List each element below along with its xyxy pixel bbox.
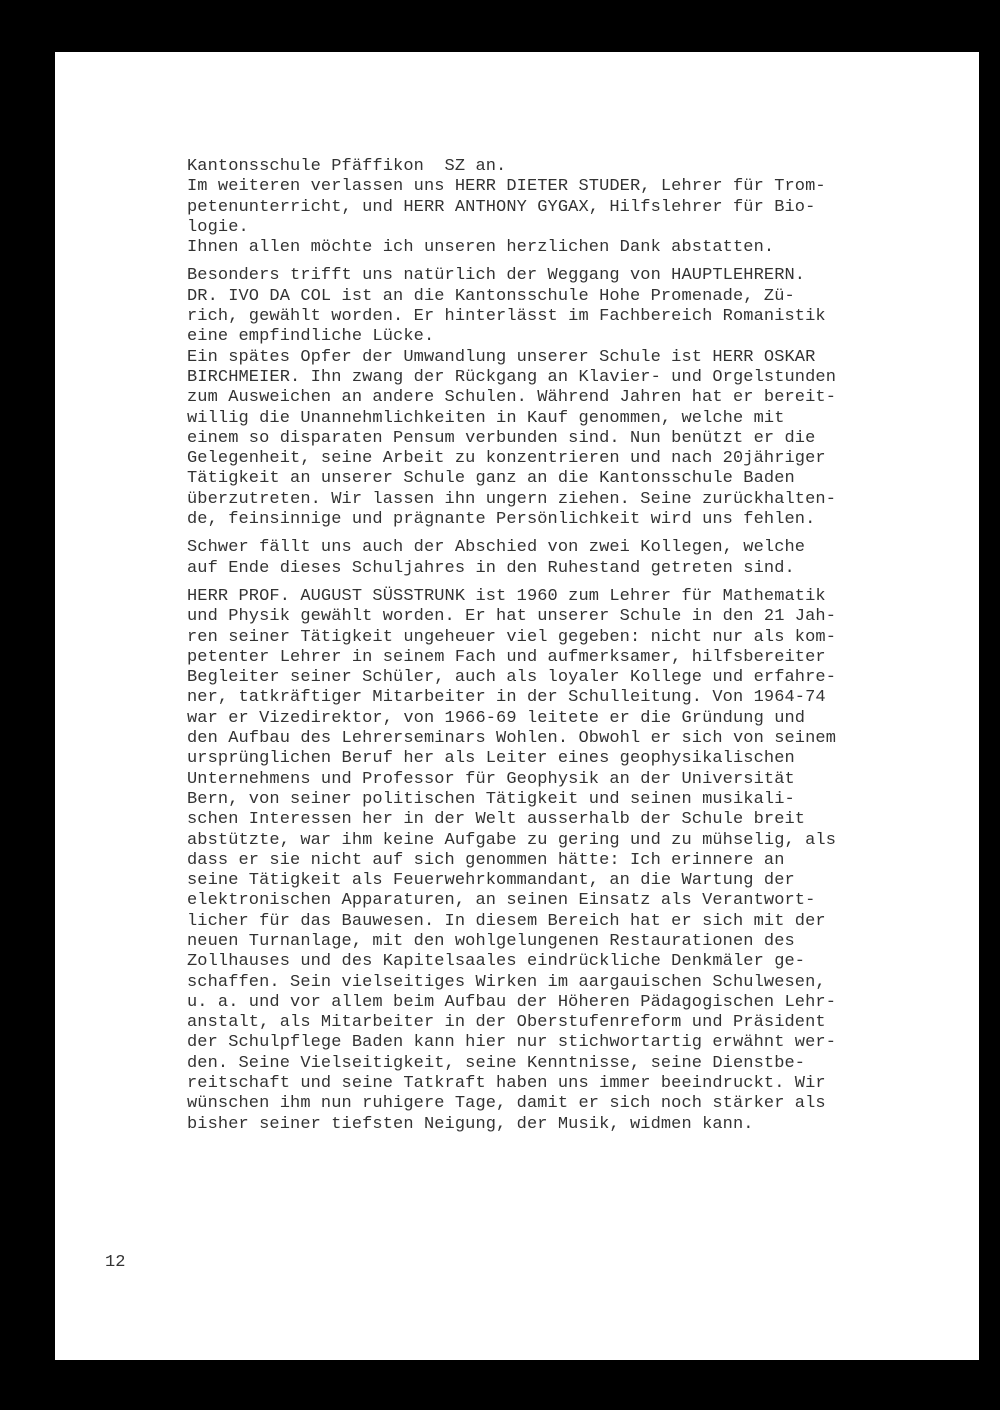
text-line: Im weiteren verlassen uns HERR DIETER STUDER, Lehrer für Trom- bbox=[187, 177, 826, 197]
text-line: war er Vizedirektor, von 1966-69 leitete er die Gründung und bbox=[187, 708, 806, 728]
text-line: de, feinsinnige und prägnante Persönlichkeit wird uns fehlen. bbox=[187, 510, 816, 530]
paragraph-gap bbox=[187, 579, 927, 587]
body-text bbox=[187, 157, 927, 1135]
text-line: den. Seine Vielseitigkeit, seine Kenntnisse, seine Dienstbe- bbox=[187, 1053, 806, 1073]
text-line: HERR PROF. AUGUST SÜSSTRUNK ist 1960 zum Lehrer für Mathematik bbox=[187, 586, 826, 606]
text-line: Zollhauses und des Kapitelsaales eindrückliche Denkmäler ge- bbox=[187, 952, 806, 972]
text-line: willig die Unannehmlichkeiten in Kauf genommen, welche mit bbox=[187, 408, 785, 428]
text-line: DR. IVO DA COL ist an die Kantonsschule Hohe Promenade, Zü- bbox=[187, 286, 795, 306]
text-line: schen Interessen her in der Welt ausserhalb der Schule breit bbox=[187, 810, 806, 830]
text-line: Ihnen allen möchte ich unseren herzlichen Dank abstatten. bbox=[187, 238, 775, 258]
text-line: neuen Turnanlage, mit den wohlgelungenen Restaurationen des bbox=[187, 931, 795, 951]
text-line: überzutreten. Wir lassen ihn ungern ziehen. Seine zurückhalten- bbox=[187, 489, 837, 509]
paragraph-gap bbox=[187, 258, 927, 266]
text-line: anstalt, als Mitarbeiter in der Oberstufenreform und Präsident bbox=[187, 1013, 826, 1033]
paragraph bbox=[187, 266, 927, 530]
text-line: Bern, von seiner politischen Tätigkeit und seinen musikali- bbox=[187, 789, 795, 809]
text-line: logie. bbox=[187, 217, 249, 237]
paragraph-gap bbox=[187, 530, 927, 538]
text-line: Kantonsschule Pfäffikon SZ an. bbox=[187, 157, 507, 176]
text-line: seine Tätigkeit als Feuerwehrkommandant, an die Wartung der bbox=[187, 871, 795, 891]
text-line: Unternehmens und Professor für Geophysik an der Universität bbox=[187, 769, 795, 789]
text-line: eine empfindliche Lücke. bbox=[187, 327, 435, 347]
text-line: ren seiner Tätigkeit ungeheuer viel gegeben: nicht nur als kom- bbox=[187, 627, 837, 647]
text-line: elektronischen Apparaturen, an seinen Einsatz als Verantwort- bbox=[187, 891, 816, 911]
text-line: einem so disparaten Pensum verbunden sind. Nun benützt er die bbox=[187, 428, 816, 448]
text-line: petenter Lehrer in seinem Fach und aufmerksamer, hilfsbereiter bbox=[187, 647, 826, 667]
text-line: bisher seiner tiefsten Neigung, der Musik, widmen kann. bbox=[187, 1114, 754, 1134]
text-line: auf Ende dieses Schuljahres in den Ruhestand getreten sind. bbox=[187, 558, 795, 578]
paragraph bbox=[187, 587, 927, 1135]
text-line: u. a. und vor allem beim Aufbau der Höheren Pädagogischen Lehr- bbox=[187, 992, 837, 1012]
text-line: Gelegenheit, seine Arbeit zu konzentrieren und nach 20jähriger bbox=[187, 449, 826, 469]
text-line: Besonders trifft uns natürlich der Weggang von HAUPTLEHRERN. bbox=[187, 266, 806, 286]
text-line: wünschen ihm nun ruhigere Tage, damit er sich noch stärker als bbox=[187, 1094, 826, 1114]
text-line: reitschaft und seine Tatkraft haben uns immer beeindruckt. Wir bbox=[187, 1074, 826, 1094]
document-page bbox=[55, 52, 979, 1360]
text-line: licher für das Bauwesen. In diesem Bereich hat er sich mit der bbox=[187, 911, 826, 931]
text-line: der Schulpflege Baden kann hier nur stichwortartig erwähnt wer- bbox=[187, 1033, 837, 1053]
text-line: ner, tatkräftiger Mitarbeiter in der Schulleitung. Von 1964-74 bbox=[187, 688, 826, 708]
text-line: den Aufbau des Lehrerseminars Wohlen. Obwohl er sich von seinem bbox=[187, 729, 837, 749]
text-line: und Physik gewählt worden. Er hat unserer Schule in den 21 Jah- bbox=[187, 607, 837, 627]
text-line: Schwer fällt uns auch der Abschied von zwei Kollegen, welche bbox=[187, 538, 806, 558]
text-line: abstützte, war ihm keine Aufgabe zu gering und zu mühselig, als bbox=[187, 830, 837, 850]
text-line: Begleiter seiner Schüler, auch als loyaler Kollege und erfahre- bbox=[187, 668, 837, 688]
text-line: dass er sie nicht auf sich genommen hätte: Ich erinnere an bbox=[187, 850, 785, 870]
text-line: ursprünglichen Beruf her als Leiter eines geophysikalischen bbox=[187, 749, 795, 769]
text-line: schaffen. Sein vielseitiges Wirken im aargauischen Schulwesen, bbox=[187, 972, 826, 992]
text-line: rich, gewählt worden. Er hinterlässt im Fachbereich Romanistik bbox=[187, 307, 826, 327]
page-number: 12 bbox=[105, 1253, 126, 1272]
paragraph bbox=[187, 157, 927, 258]
paragraph bbox=[187, 538, 927, 579]
text-line: zum Ausweichen an andere Schulen. Während Jahren hat er bereit- bbox=[187, 388, 837, 408]
text-line: BIRCHMEIER. Ihn zwang der Rückgang an Klavier- und Orgelstunden bbox=[187, 367, 837, 387]
text-line: Tätigkeit an unserer Schule ganz an die Kantonsschule Baden bbox=[187, 469, 795, 489]
text-line: petenunterricht, und HERR ANTHONY GYGAX, Hilfslehrer für Bio- bbox=[187, 197, 816, 217]
text-line: Ein spätes Opfer der Umwandlung unserer Schule ist HERR OSKAR bbox=[187, 347, 816, 367]
